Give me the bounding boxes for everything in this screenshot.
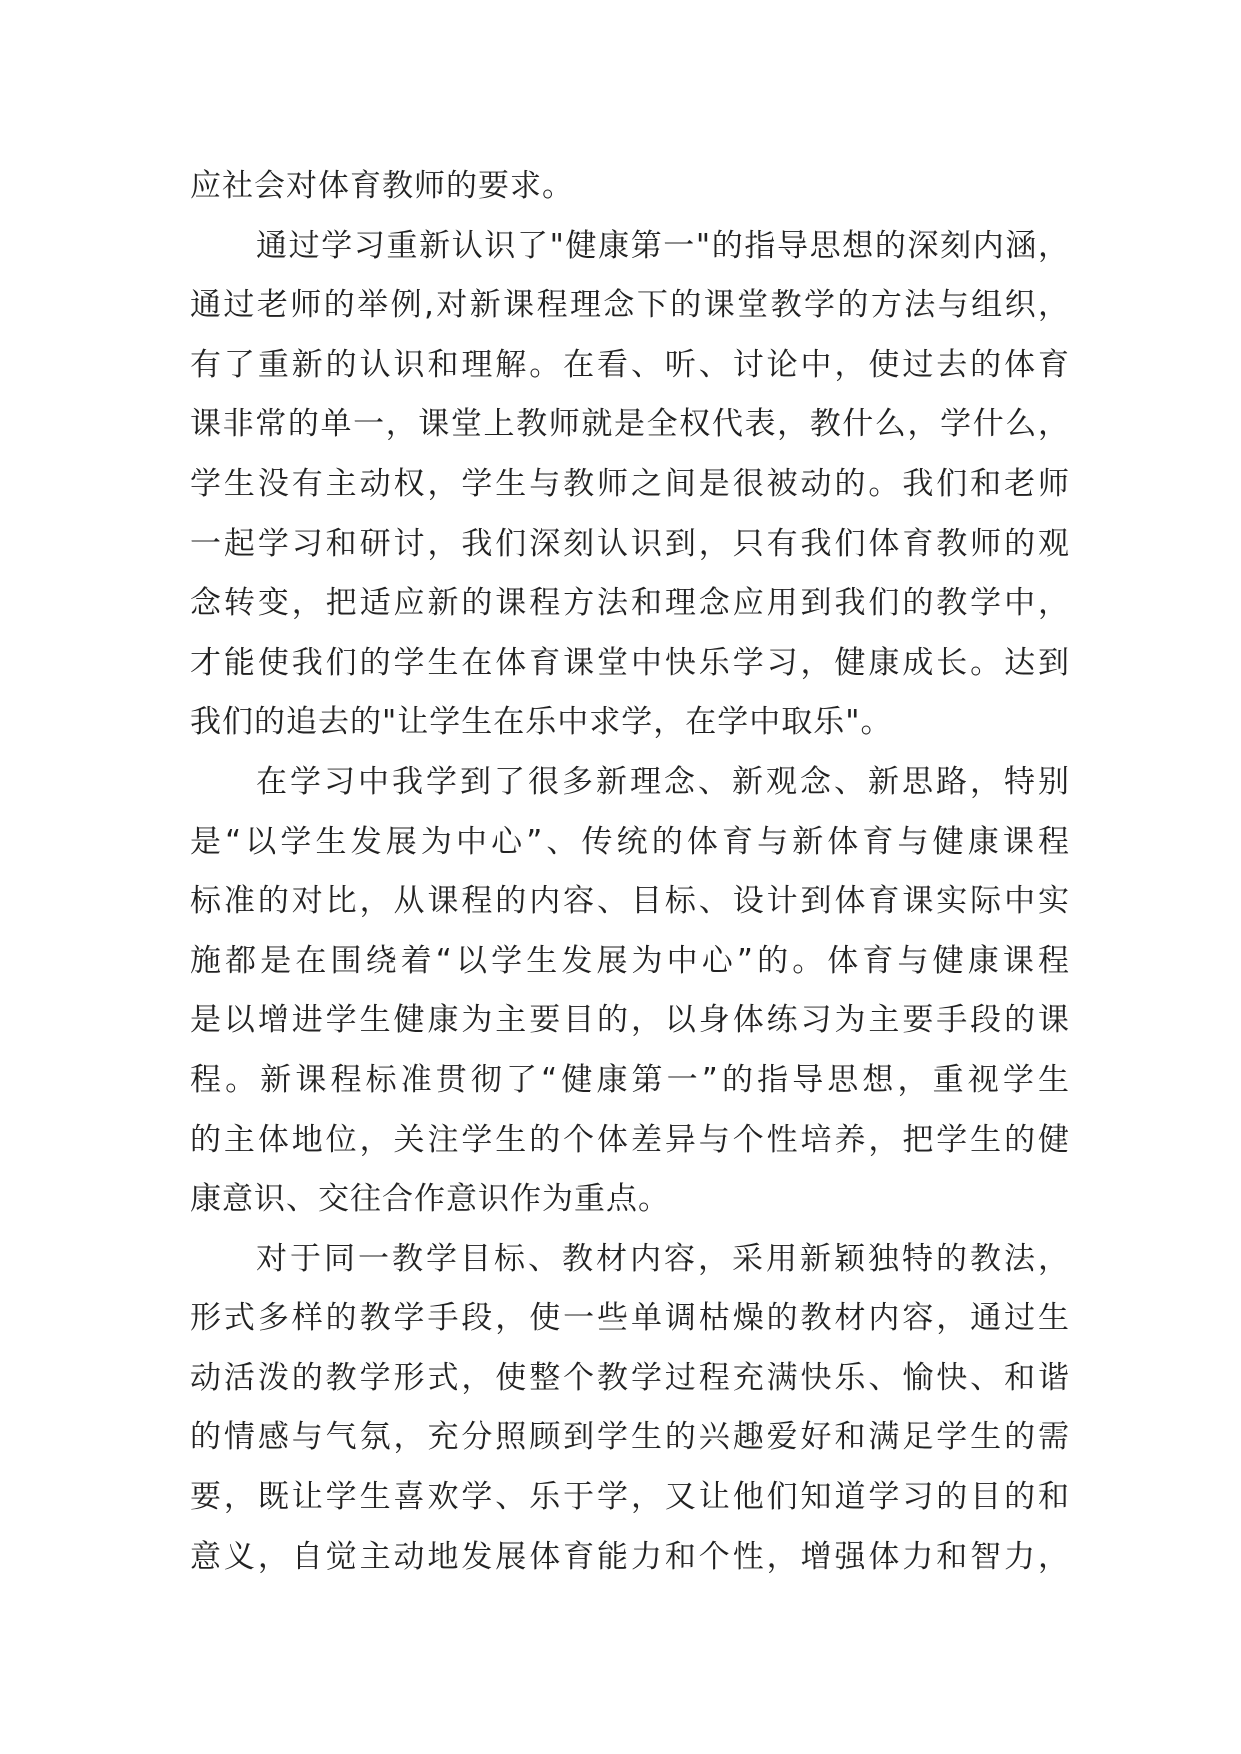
text-line: 学生没有主动权，学生与教师之间是很被动的。我们和老师 bbox=[190, 465, 1070, 502]
text-line: 的情感与气氛，充分照顾到学生的兴趣爱好和满足学生的需 bbox=[190, 1419, 1070, 1456]
paragraph-first-line: 对于同一教学目标、教材内容，采用新颖独特的教法， bbox=[256, 1240, 1070, 1277]
text-line: 要，既让学生喜欢学、乐于学，又让他们知道学习的目的和 bbox=[190, 1479, 1070, 1516]
body-text bbox=[190, 157, 1070, 1587]
text-line: 动活泼的教学形式，使整个教学过程充满快乐、愉快、和谐 bbox=[190, 1359, 1070, 1396]
text-line: 应社会对体育教师的要求。 bbox=[190, 168, 574, 204]
text-line: 才能使我们的学生在体育课堂中快乐学习，健康成长。达到 bbox=[190, 644, 1070, 681]
text-line: 一起学习和研讨，我们深刻认识到，只有我们体育教师的观 bbox=[190, 525, 1070, 562]
text-line: 标准的对比，从课程的内容、目标、设计到体育课实际中实 bbox=[190, 883, 1070, 920]
text-line: 的主体地位，关注学生的个体差异与个性培养，把学生的健 bbox=[190, 1121, 1070, 1158]
text-line: 是“以学生发展为中心”、传统的体育与新体育与健康课程 bbox=[190, 823, 1070, 860]
text-line: 程。新课程标准贯彻了“健康第一”的指导思想，重视学生 bbox=[190, 1061, 1070, 1098]
text-line: 是以增进学生健康为主要目的，以身体练习为主要手段的课 bbox=[190, 1002, 1070, 1039]
text-line: 施都是在围绕着“以学生发展为中心”的。体育与健康课程 bbox=[190, 942, 1070, 979]
text-line: 有了重新的认识和理解。在看、听、讨论中，使过去的体育 bbox=[190, 346, 1070, 383]
paragraph-first-line: 通过学习重新认识了"健康第一"的指导思想的深刻内涵， bbox=[256, 227, 1070, 264]
text-line: 形式多样的教学手段，使一些单调枯燥的教材内容，通过生 bbox=[190, 1300, 1070, 1337]
text-line: 康意识、交往合作意识作为重点。 bbox=[190, 1181, 670, 1218]
text-line: 我们的追去的"让学生在乐中求学，在学中取乐"。 bbox=[190, 704, 893, 741]
text-line: 课非常的单一，课堂上教师就是全权代表，教什么，学什么， bbox=[190, 406, 1070, 443]
text-line: 念转变，把适应新的课程方法和理念应用到我们的教学中， bbox=[190, 585, 1070, 622]
text-line: 意义，自觉主动地发展体育能力和个性，增强体力和智力， bbox=[190, 1538, 1070, 1575]
paragraph-first-line: 在学习中我学到了很多新理念、新观念、新思路，特别 bbox=[256, 763, 1070, 800]
text-line: 通过老师的举例,对新课程理念下的课堂教学的方法与组织， bbox=[190, 287, 1070, 324]
